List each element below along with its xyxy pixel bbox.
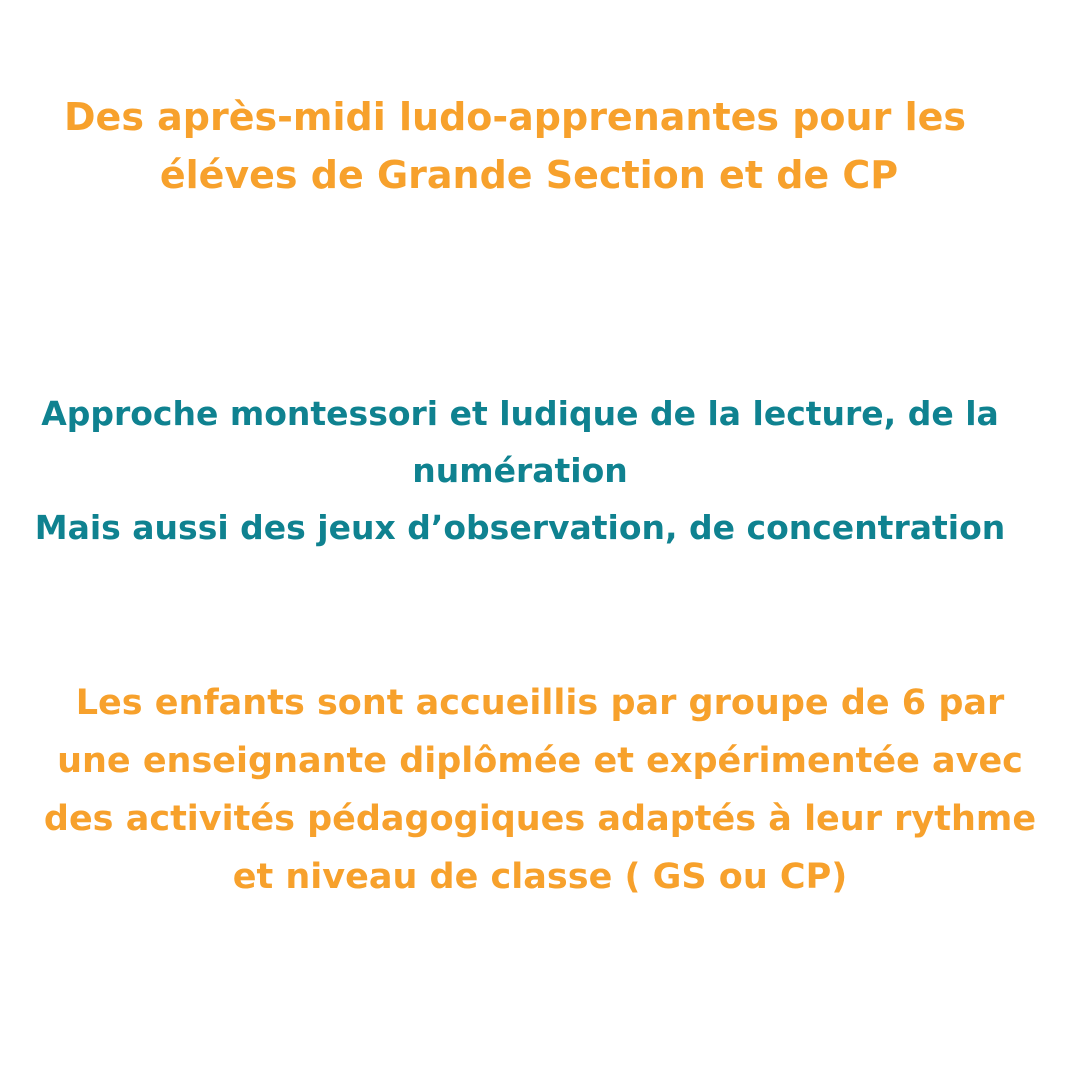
approach-text xyxy=(0,385,1080,556)
description-text xyxy=(0,674,1080,906)
description-line-4: et niveau de classe ( GS ou CP) xyxy=(232,857,848,897)
description-line-3: des activités pédagogiques adaptés à leur rythme xyxy=(43,799,1037,839)
description-line-1: Les enfants sont accueillis par groupe de 6 par xyxy=(75,683,1005,723)
headline xyxy=(0,88,1080,204)
headline-line-1: Des après-midi ludo-apprenantes pour les xyxy=(64,95,966,139)
approach-line-1: Approche montessori et ludique de la lecture, de la xyxy=(41,394,999,433)
headline-line-2: éléves de Grande Section et de CP xyxy=(159,153,899,197)
description-line-2: une enseignante diplômée et expérimentée avec xyxy=(57,741,1023,781)
approach-line-3: Mais aussi des jeux d’observation, de concentration xyxy=(34,508,1006,547)
approach-line-2: numération xyxy=(412,451,628,490)
